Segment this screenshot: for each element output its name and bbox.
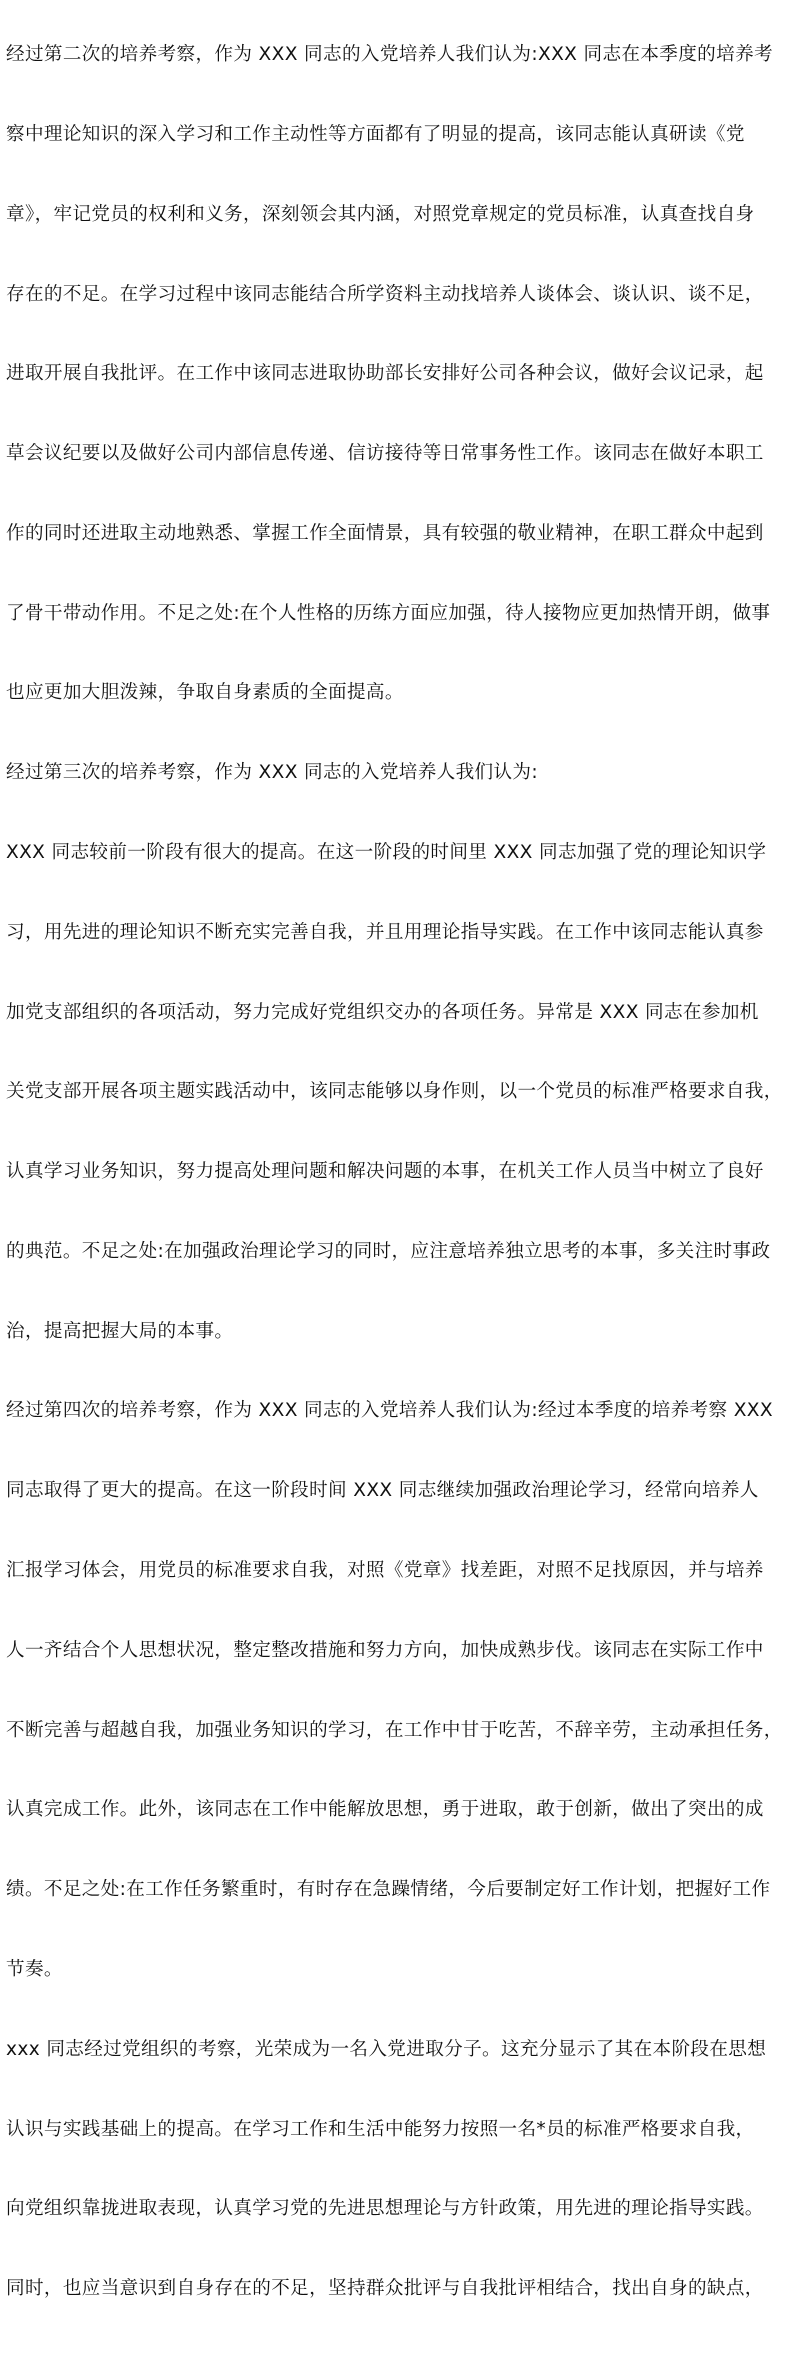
document-body — [6, 0, 796, 2356]
text-line: 也应更加大胆泼辣，争取自身素质的全面提高。 — [6, 682, 404, 704]
text-line: 作的同时还进取主动地熟悉、掌握工作全面情景，具有较强的敬业精神，在职工群众中起到 — [6, 522, 764, 544]
text-line: 察中理论知识的深入学习和工作主动性等方面都有了明显的提高，该同志能认真研读《党 — [6, 123, 745, 145]
text-line: 存在的不足。在学习过程中该同志能结合所学资料主动找培养人谈体会、谈认识、谈不足， — [6, 283, 764, 305]
text-line: 加党支部组织的各项活动，努力完成好党组织交办的各项任务。异常是 XXX 同志在参加机 — [6, 1001, 759, 1023]
text-line: 绩。不足之处:在工作任务繁重时，有时存在急躁情绪，今后要制定好工作计划，把握好工作 — [6, 1879, 771, 1901]
text-line: 习，用先进的理论知识不断充实完善自我，并且用理论指导实践。在工作中该同志能认真参 — [6, 921, 764, 943]
text-line: 向党组织靠拢进取表现，认真学习党的先进思想理论与方针政策，用先进的理论指导实践。 — [6, 2198, 764, 2220]
text-line: 的典范。不足之处:在加强政治理论学习的同时，应注意培养独立思考的本事，多关注时事政 — [6, 1240, 771, 1262]
text-line: 同志取得了更大的提高。在这一阶段时间 XXX 同志继续加强政治理论学习，经常向培养人 — [6, 1480, 759, 1502]
text-line: 章》，牢记党员的权利和义务，深刻领会其内涵，对照党章规定的党员标准，认真查找自身 — [6, 203, 755, 225]
text-line: 不断完善与超越自我，加强业务知识的学习，在工作中甘于吃苦，不辞辛劳，主动承担任务， — [6, 1719, 783, 1741]
text-line: 草会议纪要以及做好公司内部信息传递、信访接待等日常事务性工作。该同志在做好本职工 — [6, 443, 764, 465]
text-line: 关党支部开展各项主题实践活动中，该同志能够以身作则，以一个党员的标准严格要求自我， — [6, 1081, 783, 1103]
text-line: XXX 同志较前一阶段有很大的提高。在这一阶段的时间里 XXX 同志加强了党的理论知识学 — [6, 842, 767, 863]
text-line: 认识与实践基础上的提高。在学习工作和生活中能努力按照一名*员的标准严格要求自我， — [6, 2118, 755, 2140]
text-line: 经过第三次的培养考察，作为 XXX 同志的入党培养人我们认为: — [6, 762, 538, 784]
text-line: xxx 同志经过党组织的考察，光荣成为一名入党进取分子。这充分显示了其在本阶段在思想 — [6, 2038, 767, 2060]
text-line: 治，提高把握大局的本事。 — [6, 1320, 234, 1342]
text-line: 认真完成工作。此外，该同志在工作中能解放思想，勇于进取，敢于创新，做出了突出的成 — [6, 1799, 764, 1821]
text-line: 汇报学习体会，用党员的标准要求自我，对照《党章》找差距，对照不足找原因，并与培养 — [6, 1560, 764, 1582]
text-line: 人一齐结合个人思想状况，整定整改措施和努力方向，加快成熟步伐。该同志在实际工作中 — [6, 1639, 764, 1661]
text-line: 了骨干带动作用。不足之处:在个人性格的历练方面应加强，待人接物应更加热情开朗，做事 — [6, 602, 771, 624]
text-line: 经过第四次的培养考察，作为 XXX 同志的入党培养人我们认为:经过本季度的培养考察 XXX — [6, 1400, 773, 1422]
text-line: 节奏。 — [6, 1958, 63, 1980]
text-line: 经过第二次的培养考察，作为 XXX 同志的入党培养人我们认为:XXX 同志在本季度的培养考 — [6, 44, 773, 66]
text-line: 认真学习业务知识，努力提高处理问题和解决问题的本事，在机关工作人员当中树立了良好 — [6, 1161, 764, 1183]
text-line: 同时，也应当意识到自身存在的不足，坚持群众批评与自我批评相结合，找出自身的缺点， — [6, 2278, 764, 2300]
text-line: 进取开展自我批评。在工作中该同志进取协助部长安排好公司各种会议，做好会议记录，起 — [6, 363, 764, 385]
